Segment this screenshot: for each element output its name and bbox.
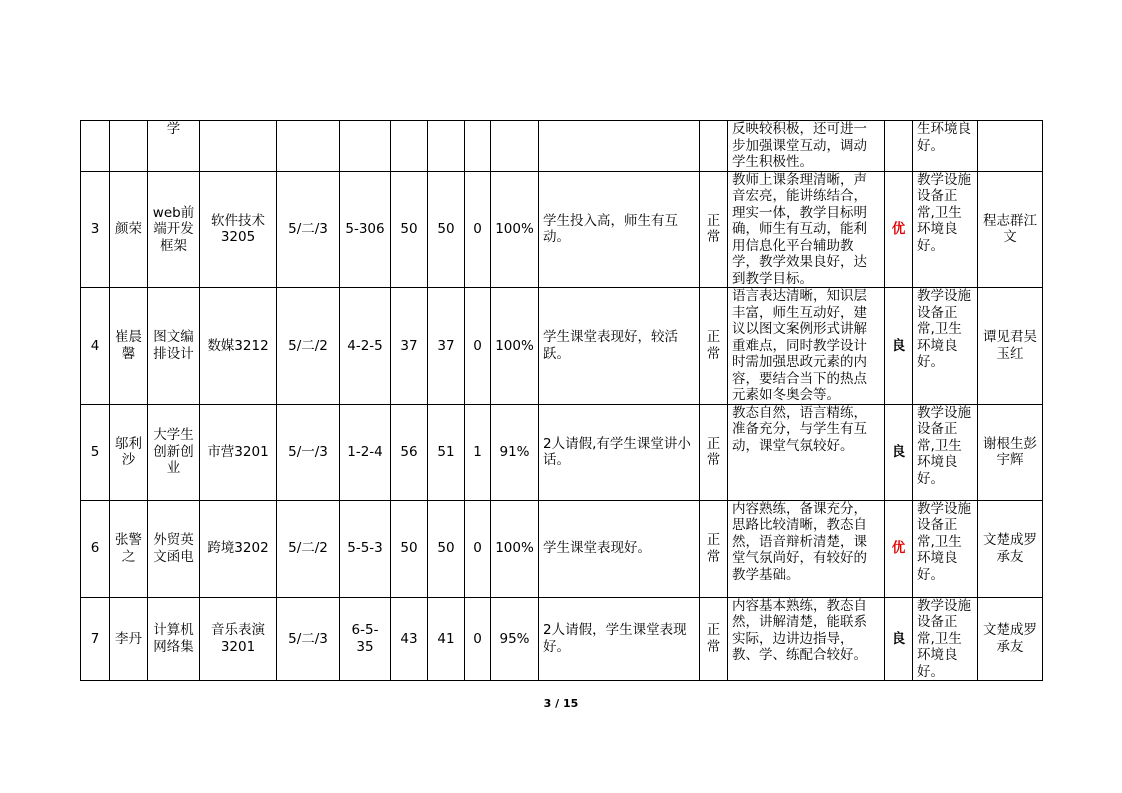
table-row xyxy=(81,404,1043,500)
present-count: 50 xyxy=(428,500,465,597)
row-number: 6 xyxy=(81,500,110,597)
facility-status: 教学设施设备正常,卫生环境良好。 xyxy=(913,597,978,681)
attendance-rate: 100% xyxy=(491,171,539,288)
grade-badge: 良 xyxy=(885,404,913,500)
attendance-rate: 100% xyxy=(491,500,539,597)
present-count: 51 xyxy=(428,404,465,500)
student-status: 2人请假,有学生课堂讲小话。 xyxy=(539,404,700,500)
expected-count: 50 xyxy=(391,500,428,597)
grade-badge xyxy=(885,121,913,172)
order-status: 正常 xyxy=(700,171,728,288)
classroom: 5-5-3 xyxy=(340,500,391,597)
teaching-evaluation: 语言表达清晰，知识层丰富，师生互动好，建议以图文案例形式讲解重难点，同时教学设计时需加强思政元素的内容，要结合当下的热点元素如冬奥会等。 xyxy=(728,288,885,405)
attendance-rate xyxy=(491,121,539,172)
expected-count: 56 xyxy=(391,404,428,500)
class-time: 5/二/3 xyxy=(277,171,340,288)
class-time xyxy=(277,121,340,172)
class-name: 数媒3212 xyxy=(200,288,277,405)
table-row xyxy=(81,121,1043,172)
course-name: web前端开发框架 xyxy=(148,171,200,288)
inspection-table xyxy=(80,120,1043,681)
row-number: 3 xyxy=(81,171,110,288)
page-number: 3 / 15 xyxy=(543,697,579,710)
present-count xyxy=(428,121,465,172)
class-name xyxy=(200,121,277,172)
grade-badge: 优 xyxy=(885,171,913,288)
order-status: 正常 xyxy=(700,404,728,500)
classroom: 4-2-5 xyxy=(340,288,391,405)
student-status: 学生课堂表现好。 xyxy=(539,500,700,597)
expected-count: 50 xyxy=(391,171,428,288)
teacher-name: 邬利沙 xyxy=(110,404,148,500)
class-time: 5/二/3 xyxy=(277,597,340,681)
inspectors: 文楚成罗承友 xyxy=(978,500,1043,597)
inspectors xyxy=(978,121,1043,172)
teaching-evaluation: 内容熟练，备课充分，思路比较清晰，教态自然，语音辩析清楚，课堂气氛尚好，有较好的教学基础。 xyxy=(728,500,885,597)
order-status: 正常 xyxy=(700,288,728,405)
grade-badge: 良 xyxy=(885,597,913,681)
table-row xyxy=(81,288,1043,405)
teaching-evaluation: 反映较积极，还可进一步加强课堂互动，调动学生积极性。 xyxy=(728,121,885,172)
student-status xyxy=(539,121,700,172)
inspectors: 文楚成罗承友 xyxy=(978,597,1043,681)
teaching-evaluation: 教师上课条理清晰，声音宏亮，能讲练结合，理实一体，教学目标明确，师生有互动，能利用信息化平台辅助教学，教学效果良好，达到教学目标。 xyxy=(728,171,885,288)
present-count: 37 xyxy=(428,288,465,405)
classroom xyxy=(340,121,391,172)
class-time: 5/一/3 xyxy=(277,404,340,500)
attendance-rate: 100% xyxy=(491,288,539,405)
row-number: 4 xyxy=(81,288,110,405)
row-number: 5 xyxy=(81,404,110,500)
attendance-rate: 91% xyxy=(491,404,539,500)
class-name: 跨境3202 xyxy=(200,500,277,597)
class-time: 5/二/2 xyxy=(277,288,340,405)
course-name: 大学生创新创业 xyxy=(148,404,200,500)
present-count: 41 xyxy=(428,597,465,681)
inspectors: 谢根生彭宇辉 xyxy=(978,404,1043,500)
classroom: 5-306 xyxy=(340,171,391,288)
expected-count xyxy=(391,121,428,172)
row-number: 7 xyxy=(81,597,110,681)
teaching-evaluation: 教态自然，语言精练，准备充分，与学生有互动，课堂气氛较好。 xyxy=(728,404,885,500)
teacher-name: 李丹 xyxy=(110,597,148,681)
class-name: 市营3201 xyxy=(200,404,277,500)
teacher-name: 崔晨馨 xyxy=(110,288,148,405)
facility-status: 教学设施设备正常,卫生环境良好。 xyxy=(913,171,978,288)
facility-status: 教学设施设备正常,卫生环境良好。 xyxy=(913,288,978,405)
absent-count xyxy=(465,121,491,172)
class-name: 软件技术3205 xyxy=(200,171,277,288)
grade-badge: 良 xyxy=(885,288,913,405)
absent-count: 1 xyxy=(465,404,491,500)
table-row xyxy=(81,171,1043,288)
inspectors: 程志群江文 xyxy=(978,171,1043,288)
attendance-rate: 95% xyxy=(491,597,539,681)
teacher-name xyxy=(110,121,148,172)
expected-count: 37 xyxy=(391,288,428,405)
facility-status: 教学设施设备正常,卫生环境良好。 xyxy=(913,404,978,500)
course-name: 学 xyxy=(148,121,200,172)
expected-count: 43 xyxy=(391,597,428,681)
table-row xyxy=(81,500,1043,597)
class-name: 音乐表演3201 xyxy=(200,597,277,681)
order-status xyxy=(700,121,728,172)
class-time: 5/二/2 xyxy=(277,500,340,597)
course-name: 外贸英文函电 xyxy=(148,500,200,597)
present-count: 50 xyxy=(428,171,465,288)
student-status: 2人请假，学生课堂表现好。 xyxy=(539,597,700,681)
facility-status: 生环境良好。 xyxy=(913,121,978,172)
absent-count: 0 xyxy=(465,597,491,681)
teacher-name: 颜荣 xyxy=(110,171,148,288)
teacher-name: 张警之 xyxy=(110,500,148,597)
inspectors: 谭见君吴玉红 xyxy=(978,288,1043,405)
teaching-evaluation: 内容基本熟练，教态自然，讲解清楚，能联系实际，边讲边指导，教、学、练配合较好。 xyxy=(728,597,885,681)
course-name: 图文编排设计 xyxy=(148,288,200,405)
table-row xyxy=(81,597,1043,681)
student-status: 学生课堂表现好，较活跃。 xyxy=(539,288,700,405)
row-number xyxy=(81,121,110,172)
facility-status: 教学设施设备正常,卫生环境良好。 xyxy=(913,500,978,597)
absent-count: 0 xyxy=(465,288,491,405)
student-status: 学生投入高，师生有互动。 xyxy=(539,171,700,288)
classroom: 1-2-4 xyxy=(340,404,391,500)
classroom: 6-5-35 xyxy=(340,597,391,681)
absent-count: 0 xyxy=(465,171,491,288)
course-name: 计算机网络集 xyxy=(148,597,200,681)
absent-count: 0 xyxy=(465,500,491,597)
grade-badge: 优 xyxy=(885,500,913,597)
order-status: 正常 xyxy=(700,597,728,681)
order-status: 正常 xyxy=(700,500,728,597)
